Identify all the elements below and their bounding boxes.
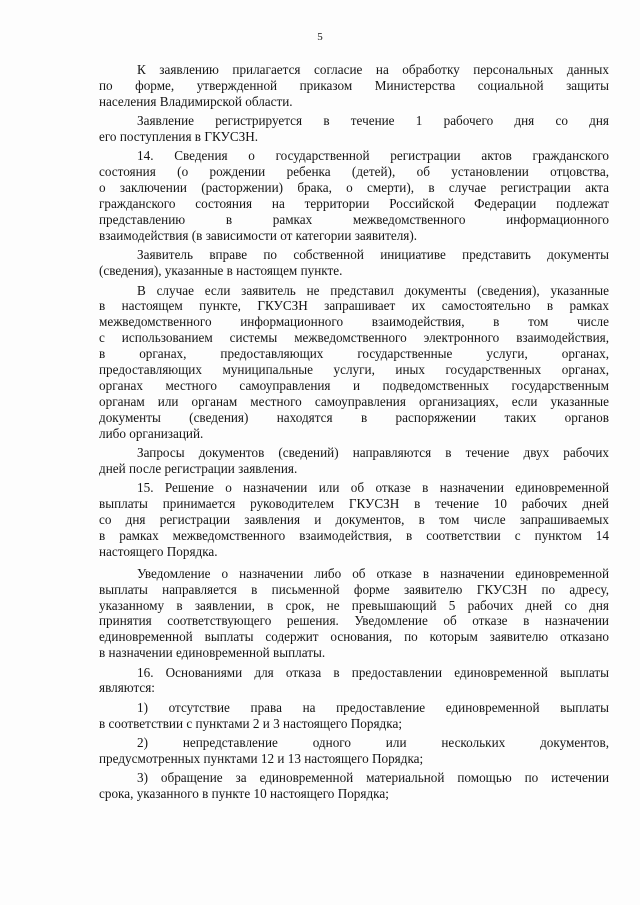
text-line: Уведомление о назначении либо об отказе в назначении единовременной [137, 565, 609, 581]
text-line: 15. Решение о назначении или об отказе в назначении единовременной [137, 480, 609, 496]
text-line: в органах, предоставляющих государственные услуги, органах, [99, 346, 609, 362]
text-line: выплаты принимается руководителем ГКУСЗН в течение 10 рабочих дней [99, 496, 609, 512]
paragraph [99, 247, 609, 279]
text-line: срока, указанного в пункте 10 настоящего Порядка; [99, 786, 389, 802]
text-line: выплаты направляется в письменной форме заявителю ГКУСЗН по адресу, [99, 581, 609, 597]
paragraph [99, 113, 609, 145]
text-line: 1) отсутствие права на предоставление единовременной выплаты [137, 699, 609, 715]
text-line: гражданского состояния на территории Российской Федерации подлежат [99, 196, 609, 212]
text-line: органам или органам местного самоуправления организациях, если указанные [99, 393, 609, 409]
paragraph [99, 735, 609, 767]
paragraph [99, 566, 609, 661]
text-line: в рамках межведомственного взаимодействия, в соответствии с пунктом 14 [99, 527, 609, 543]
text-line: межведомственного информационного взаимодействия, в том числе [99, 314, 609, 330]
text-line: 14. Сведения о государственной регистрации актов гражданского [137, 148, 609, 164]
text-line: его поступления в ГКУСЗН. [99, 129, 259, 145]
text-line: в соответствии с пунктами 2 и 3 настоящего Порядка; [99, 715, 402, 731]
text-line: Запросы документов (сведений) направляются в течение двух рабочих [137, 444, 609, 460]
paragraph [99, 480, 609, 559]
text-line: предоставляющих муниципальные услуги, иных государственных органах, [99, 362, 609, 378]
text-line: являются: [99, 680, 155, 696]
text-line: населения Владимирской области. [99, 93, 293, 109]
text-line: документы (сведения) находятся в распоряжении таких органов [99, 409, 609, 425]
text-line: В случае если заявитель не представил документы (сведения), указанные [137, 282, 609, 298]
paragraph [99, 148, 609, 243]
text-line: 16. Основаниями для отказа в предоставлении единовременной выплаты [137, 664, 609, 680]
paragraph [99, 700, 609, 732]
text-line: Заявитель вправе по собственной инициативе представить документы [137, 247, 609, 263]
text-line: либо организаций. [99, 425, 204, 441]
text-line: представлению в рамках межведомственного информационного [99, 212, 609, 228]
paragraph [99, 665, 609, 697]
page-number: 5 [317, 31, 323, 43]
text-line: 2) непредставление одного или нескольких документов, [137, 735, 609, 751]
text-line: в назначении единовременной выплаты. [99, 645, 326, 661]
text-line: взаимодействия (в зависимости от категории заявителя). [99, 227, 418, 243]
text-line: состояния (о рождении ребенка (детей), об установлении отцовства, [99, 164, 609, 180]
text-line: по форме, утвержденной приказом Министерства социальной защиты [99, 77, 609, 93]
text-line: со дня регистрации заявления и документов, в том числе запрашиваемых [99, 512, 609, 528]
paragraph [99, 770, 609, 802]
text-line: единовременной выплаты содержит основания, по которым заявителю отказано [99, 629, 609, 645]
paragraph [99, 283, 609, 442]
text-line: дней после регистрации заявления. [99, 460, 298, 476]
paragraph [99, 62, 609, 110]
text-line: о заключении (расторжении) брака, о смерти), в случае регистрации акта [99, 180, 609, 196]
text-line: (сведения), указанные в настоящем пункте. [99, 263, 343, 279]
text-line: К заявлению прилагается согласие на обработку персональных данных [137, 62, 609, 77]
text-line: настоящего Порядка. [99, 543, 218, 559]
text-line: Заявление регистрируется в течение 1 рабочего дня со дня [137, 113, 609, 129]
text-line: предусмотренных пунктами 12 и 13 настоящего Порядка; [99, 751, 424, 767]
text-line: указанному в заявлении, в срок, не превышающий 5 рабочих дней со дня [99, 597, 609, 613]
text-line: принятия соответствующего решения. Уведомление об отказе в назначении [99, 613, 609, 629]
paragraph [99, 445, 609, 477]
document-body [99, 62, 609, 802]
text-line: в настоящем пункте, ГКУСЗН запрашивает их самостоятельно в рамках [99, 298, 609, 314]
text-line: с использованием системы межведомственного электронного взаимодействия, [99, 330, 609, 346]
text-line: 3) обращение за единовременной материальной помощью по истечении [137, 770, 609, 786]
text-line: органах местного самоуправления и подведомственных государственным [99, 377, 609, 393]
